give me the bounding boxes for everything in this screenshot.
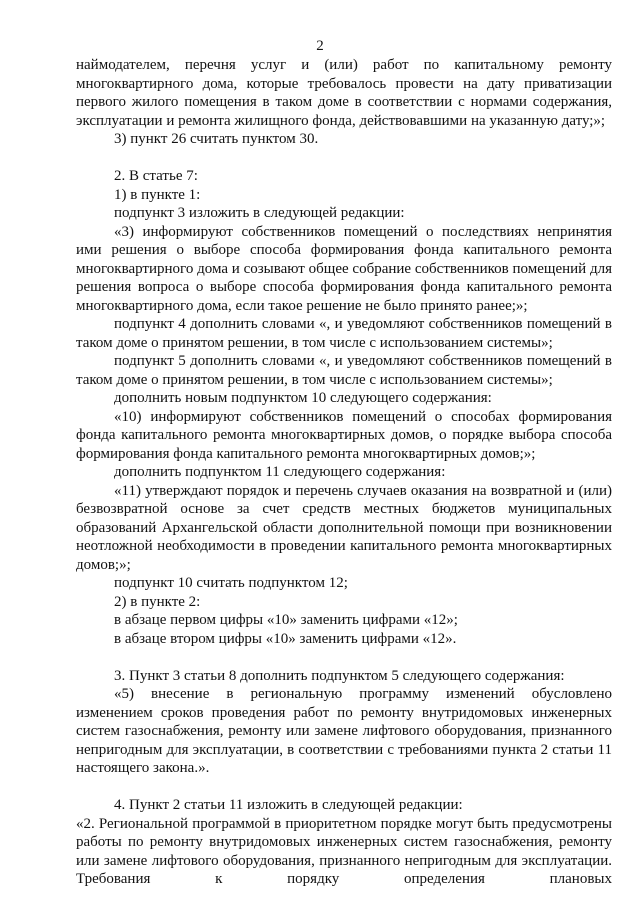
paragraph: наймодателем, перечня услуг и (или) работ по капитальному ремонту многоквартирного дома, которые требовалось провести на дату приватизации первого жилого помещения в таком доме в соответствии с нормами содержания, эксплуатации и ремонта жилищного фонда, действовавшими на указанную дату;»; bbox=[76, 57, 612, 129]
paragraph: «3) информируют собственников помещений о последствиях непринятия ими решения о выборе способа формирования фонда капитального ремонта многоквартирного дома и созывают общее собрание собственников помещений для решения вопроса о выборе способа формирования фонда капитального ремонта многоквартирного дома, если такое решение не было принято ранее;»; bbox=[76, 223, 612, 314]
paragraph-gap bbox=[76, 149, 612, 168]
paragraph: в абзаце первом цифры «10» заменить цифрами «12»; bbox=[114, 612, 458, 628]
paragraph: подпункт 4 дополнить словами «, и уведомляют собственников помещений в таком доме о принятом решении, в том числе с использованием системы»; bbox=[76, 316, 612, 351]
paragraph: подпункт 5 дополнить словами «, и уведомляют собственников помещений в таком доме о принятом решении, в том числе с использованием системы»; bbox=[76, 353, 612, 388]
paragraph: «10) информируют собственников помещений о способах формирования фонда капитального ремонта многоквартирных домов, о порядке выбора способа формирования фонда капитального ремонта многоквартирных домов;»; bbox=[76, 408, 612, 462]
paragraph-gap bbox=[76, 648, 612, 667]
paragraph: «11) утверждают порядок и перечень случаев оказания на возвратной и (или) безвозвратной основе за счет средств местных бюджетов муниципальных образований Архангельской области дополнительной помощи при возникновении неотложной необходимости в проведении капитального ремонта многоквартирных домов;»; bbox=[76, 482, 612, 573]
paragraph: 2. В статье 7: bbox=[114, 168, 198, 184]
paragraph: дополнить новым подпунктом 10 следующего содержания: bbox=[114, 390, 492, 406]
paragraph: подпункт 10 считать подпунктом 12; bbox=[114, 575, 348, 591]
page-number: 2 bbox=[316, 38, 324, 54]
paragraph: 1) в пункте 1: bbox=[114, 186, 201, 203]
paragraph: в абзаце втором цифры «10» заменить цифрами «12». bbox=[114, 630, 457, 647]
paragraph: 2) в пункте 2: bbox=[114, 593, 201, 610]
paragraph: «5) внесение в региональную программу изменений обусловлено изменением сроков проведения работ по ремонту внутридомовых инженерных систем газоснабжения, ремонту или замене лифтового оборудования, признанного непригодным для эксплуатации, в соответствии с требованиями пункта 2 статьи 11 настоящего закона.». bbox=[76, 686, 612, 776]
paragraph: «2. Региональной программой в приоритетном порядке могут быть предусмотрены работы по ремонту внутридомовых инженерных систем газоснабжения, ремонту или замене лифтового оборудования, признанного непригодным для эксплуатации. Требования к порядку определения плановых bbox=[76, 815, 612, 887]
paragraph: дополнить подпунктом 11 следующего содержания: bbox=[114, 464, 446, 480]
paragraph: 3) пункт 26 считать пунктом 30. bbox=[114, 131, 319, 147]
document-body bbox=[76, 56, 612, 889]
paragraph: 4. Пункт 2 статьи 11 изложить в следующей редакции: bbox=[114, 797, 463, 813]
paragraph: подпункт 3 изложить в следующей редакции: bbox=[114, 205, 405, 221]
paragraph-gap bbox=[76, 778, 612, 797]
paragraph: 3. Пункт 3 статьи 8 дополнить подпунктом 5 следующего содержания: bbox=[114, 667, 565, 684]
